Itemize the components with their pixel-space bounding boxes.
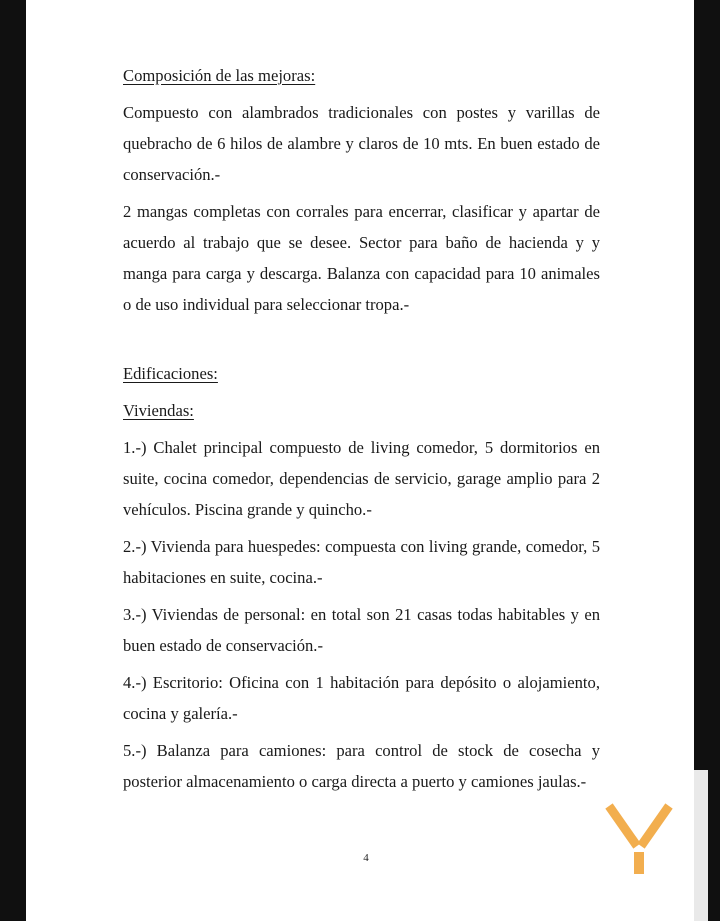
document-body — [123, 60, 600, 797]
paragraph-alambrados: Compuesto con alambrados tradicionales con postes y varillas de quebracho de 6 hilos de alambre y claros de 10 mts. En buen estado de conservación.- — [123, 103, 600, 184]
heading-mejoras: Composición de las mejoras: — [123, 66, 316, 85]
list-item-escritorio: 4.-) Escritorio: Oficina con 1 habitación para depósito o alojamiento, cocina y galería.- — [123, 673, 600, 723]
list-item-chalet: 1.-) Chalet principal compuesto de living comedor, 5 dormitorios en suite, cocina comedor, dependencias de servicio, garage amplio para 2 vehículos. Piscina grande y quincho.- — [123, 438, 600, 519]
document-page — [26, 0, 694, 921]
list-item-vivienda-huespedes: 2.-) Vivienda para huespedes: compuesta con living grande, comedor, 5 habitaciones en suite, cocina.- — [123, 537, 600, 587]
side-strip — [694, 770, 708, 921]
heading-viviendas: Viviendas: — [123, 401, 194, 420]
paragraph-mangas: 2 mangas completas con corrales para encerrar, clasificar y apartar de acuerdo al trabajo que se desee. Sector para baño de hacienda y y manga para carga y descarga. Balanza con capacidad para 10 animales o de uso individual para seleccionar tropa.- — [123, 202, 600, 314]
page-number-text: 4 — [363, 852, 369, 864]
heading-edificaciones: Edificaciones: — [123, 364, 218, 383]
page-number — [26, 852, 694, 864]
list-item-viviendas-personal: 3.-) Viviendas de personal: en total son 21 casas todas habitables y en buen estado de conservación.- — [123, 605, 600, 655]
list-item-balanza-camiones: 5.-) Balanza para camiones: para control de stock de cosecha y posterior almacenamiento o carga directa a puerto y camiones jaulas.- — [123, 741, 600, 791]
y-logo-icon — [603, 800, 675, 876]
